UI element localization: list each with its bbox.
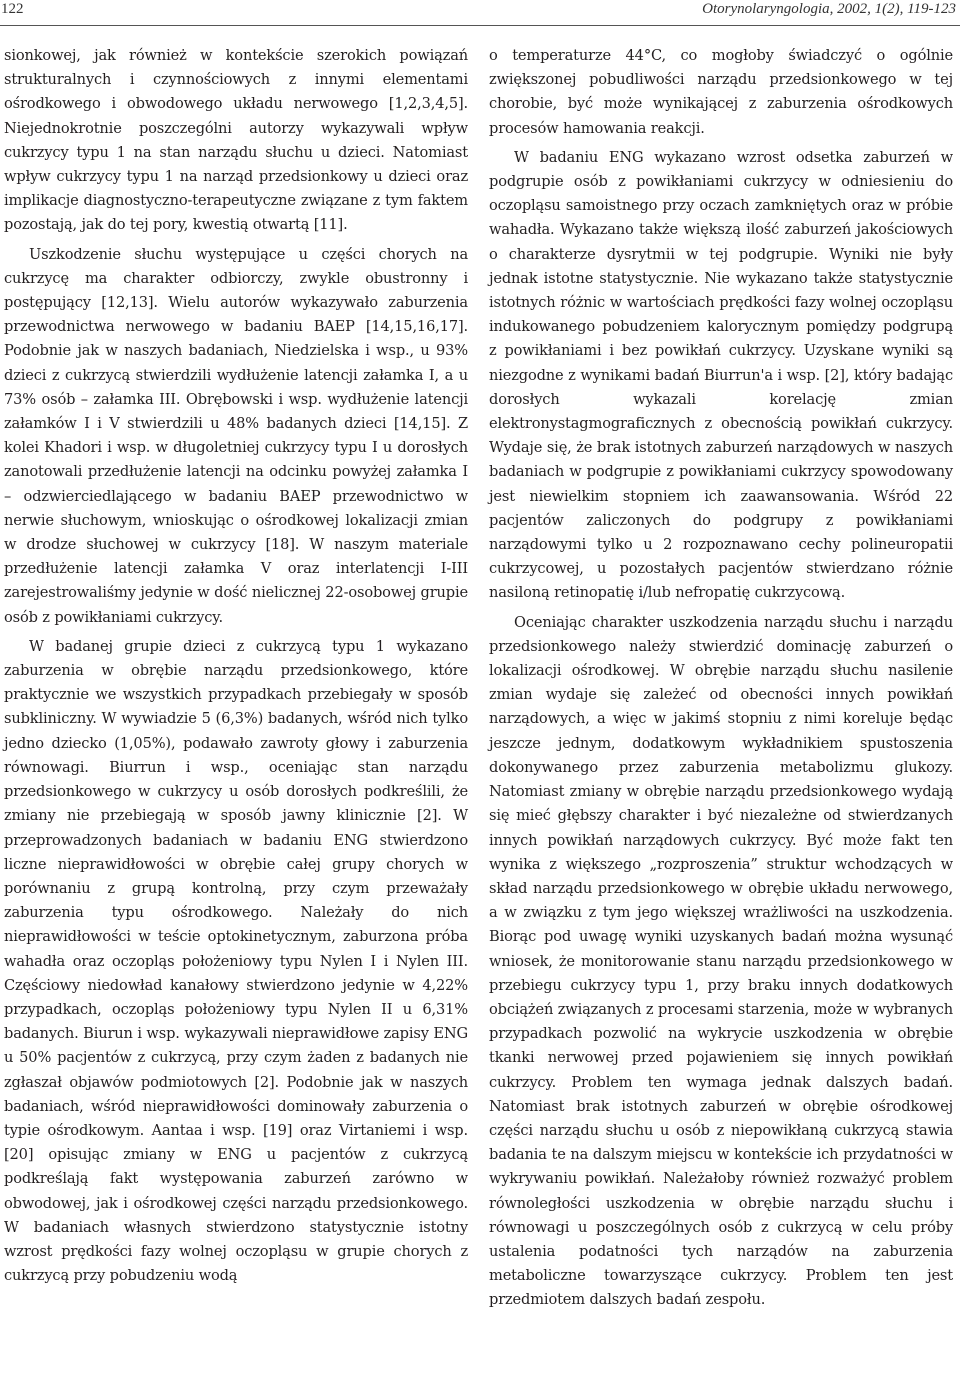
paragraph: o temperaturze 44°C, co mogłoby świadczyć o ogólnie zwiększonej pobudliwości narządu przedsionkowego w tej chorobie, być może wynikającej z zaburzenia ośrodkowych procesów hamowania reakcji. [489,47,953,137]
left-column [4,44,468,1288]
journal-citation: Otorynolaryngologia, 2002, 1(2), 119-123 [702,1,956,17]
running-header [0,0,960,22]
header-rule [0,25,960,26]
paragraph: Uszkodzenie słuchu występujące u części chorych na cukrzycę ma charakter odbiorczy, zwykle obustronny i postępujący [12,13]. Wielu autorów wykazywało zaburzenia przewodnictwa nerwowego w badaniu BAEP [14,15,16,17]. Podobnie jak w naszych badaniach, Niedzielska i wsp., u 93% dzieci z cukrzycą stwierdzili wydłużenie latencji załamka I, a u 73% osób – załamka III. Obrębowski i wsp. wydłużenie latencji załamków I i V stwierdzili u 48% badanych dzieci [14,15]. Z kolei Khadori i wsp. w długoletniej cukrzycy typu I u dorosłych zanotowali przedłużenie latencji na odcinku powyżej załamka I – odzwierciedlającego w badaniu BAEP przewodnictwo w nerwie słuchowym, wnioskując o ośrodkowej lokalizacji zmian w drodze słuchowej w cukrzycy [18]. W naszym materiale przedłużenie latencji załamka V oraz interlatencji I-III zarejestrowaliśmy jedynie w dość nielicznej 22-osobowej grupie osób z powikłaniami cukrzycy. [4,245,468,626]
paragraph: W badanej grupie dzieci z cukrzycą typu 1 wykazano zaburzenia w obrębie narządu przedsionkowego, które praktycznie we wszystkich przypadkach przebiegały w sposób subkliniczny. W wywiadzie 5 (6,3%) badanych, wśród nich tylko jedno dziecko (1,05%), podawało zawroty głowy i zaburzenia równowagi. Biurrun i wsp., oceniając stan narządu przedsionkowego w cukrzycy u osób dorosłych podkreślili, że zmiany nie przebiegają w sposób jawny klinicznie [2]. W przeprowadzonych badaniach w badaniu ENG stwierdzono liczne nieprawidłowości w obrębie całej grupy chorych w porównaniu z grupą kontrolną, przy czym przeważały zaburzenia typu ośrodkowego. Należały do nich nieprawidłowości w teście optokinetycznym, zaburzona próba wahadła oraz oczopląs położeniowy typu Nylen I i Nylen III. Częściowy niedowład kanałowy stwierdzono jedynie w 4,22% przypadkach, oczopląs położeniowy typu Nylen II u 6,31% badanych. Biurun i wsp. wykazywali nieprawidłowe zapisy ENG u 50% pacjentów z cukrzycą, przy czym żaden z badanych nie zgłaszał objawów podmiotowych [2]. Podobnie jak w naszych badaniach, wśród nieprawidłowości dominowały zaburzenia o typie ośrodkowym. Aantaa i wsp. [19] oraz Virtaniemi i wsp. [20] opisując zmiany w ENG u pacjentów z cukrzycą podkreślają fakt występowania zaburzeń zarówno w obwodowej, jak i ośrodkowej części narządu przedsionkowego. W badaniach własnych stwierdzono statystycznie istotny wzrost prędkości fazy wolnej oczopląsu w grupie chorych z cukrzycą przy pobudzeniu wodą [4,637,468,1285]
right-column [489,44,953,1313]
paragraph: W badaniu ENG wykazano wzrost odsetka zaburzeń w podgrupie osób z powikłaniami cukrzycy w odniesieniu do oczopląsu samoistnego przy oczach zamkniętych oraz w próbie wahadła. Wykazano także większą ilość zaburzeń jakościowych o charakterze dysrytmii w tej podgrupie. Wyniki nie były jednak istotne statystycznie. Nie wykazano także statystycznie istotnych różnic w wartościach prędkości fazy wolnej oczopląsu indukowanego pobudzeniem kalorycznym pomiędzy podgrupą z powikłaniami i bez powikłań cukrzycy. Uzyskane wyniki są niezgodne z wynikami badań Biurrun'a i wsp. [2], który badając dorosłych wykazali korelację zmian elektronystagmograficznych z obecnością powikłań cukrzycy. Wydaje się, że brak istotnych zaburzeń narządowych w naszych badaniach w podgrupie z powikłaniami cukrzycy spowodowany jest niewielkim stopniem ich zaawansowania. Wśród 22 pacjentów zaliczonych do podgrupy z powikłaniami narządowymi tylko u 2 rozpoznawano cechy polineuropatii cukrzycowej, u pozostałych pacjentów stwierdzano różnie nasiloną retinopatię i/lub nefropatię cukrzycową. [489,148,953,602]
page-number: 122 [1,1,24,17]
paragraph: sionkowej, jak również w kontekście szerokich powiązań strukturalnych i czynnościowych z innymi elementami ośrodkowego i obwodowego układu nerwowego [1,2,3,4,5]. Niejednokrotnie poszczególni autorzy wykazywali wpływ cukrzycy typu 1 na stan narządu słuchu u dzieci. Natomiast wpływ cukrzycy typu 1 na narząd przedsionkowy u dzieci oraz implikacje diagnostyczno-terapeutyczne związane z tym faktem pozostają, jak do tej pory, kwestią otwartą [11]. [4,47,468,234]
paragraph: Oceniając charakter uszkodzenia narządu słuchu i narządu przedsionkowego należy stwierdzić dominację zaburzeń o lokalizacji ośrodkowej. W obrębie narządu słuchu nasilenie zmian wydaje się zależeć od obecności innych powikłań narządowych, a więc w jakimś stopniu z nimi koreluje będąc jeszcze jednym, dodatkowym wykładnikiem spustoszenia dokonywanego przez zaburzenia metabolizmu glukozy. Natomiast zmiany w obrębie narządu przedsionkowego wydają się mieć głębszy charakter i być niezależne od stwierdzanych innych powikłań narządowych cukrzycy. Być może fakt ten wynika z większego „rozproszenia” struktur wchodzących w skład narządu przedsionkowego w obrębie układu nerwowego, a w związku z tym jego większej wrażliwości na uszkodzenia. Biorąc pod uwagę wyniki uzyskanych badań można wysunąć wniosek, że monitorowanie stanu narządu przedsionkowego w przebiegu cukrzycy typu 1, przy braku innych dodatkowych obciążeń związanych z procesami starzenia, może w wybranych przypadkach pozwolić na wykrycie uszkodzenia w obrębie tkanki nerwowej przed pojawieniem się innych powikłań cukrzycy. Problem ten wymaga jednak dalszych badań. Natomiast brak istotnych zaburzeń w obrębie ośrodkowej części narządu słuchu u osób z niepowikłaną cukrzycą stawia badania te na dalszym miejscu w kontekście ich przydatności w wykrywaniu powikłań. Należałoby również rozważyć problem równoległości uszkodzenia w obrębie narządu słuchu i równowagi u poszczególnych osób z cukrzycą w celu próby ustalenia podatności tych narządów na zaburzenia metaboliczne towarzyszące cukrzycy. Problem ten jest przedmiotem dalszych badań zespołu. [489,613,953,1309]
